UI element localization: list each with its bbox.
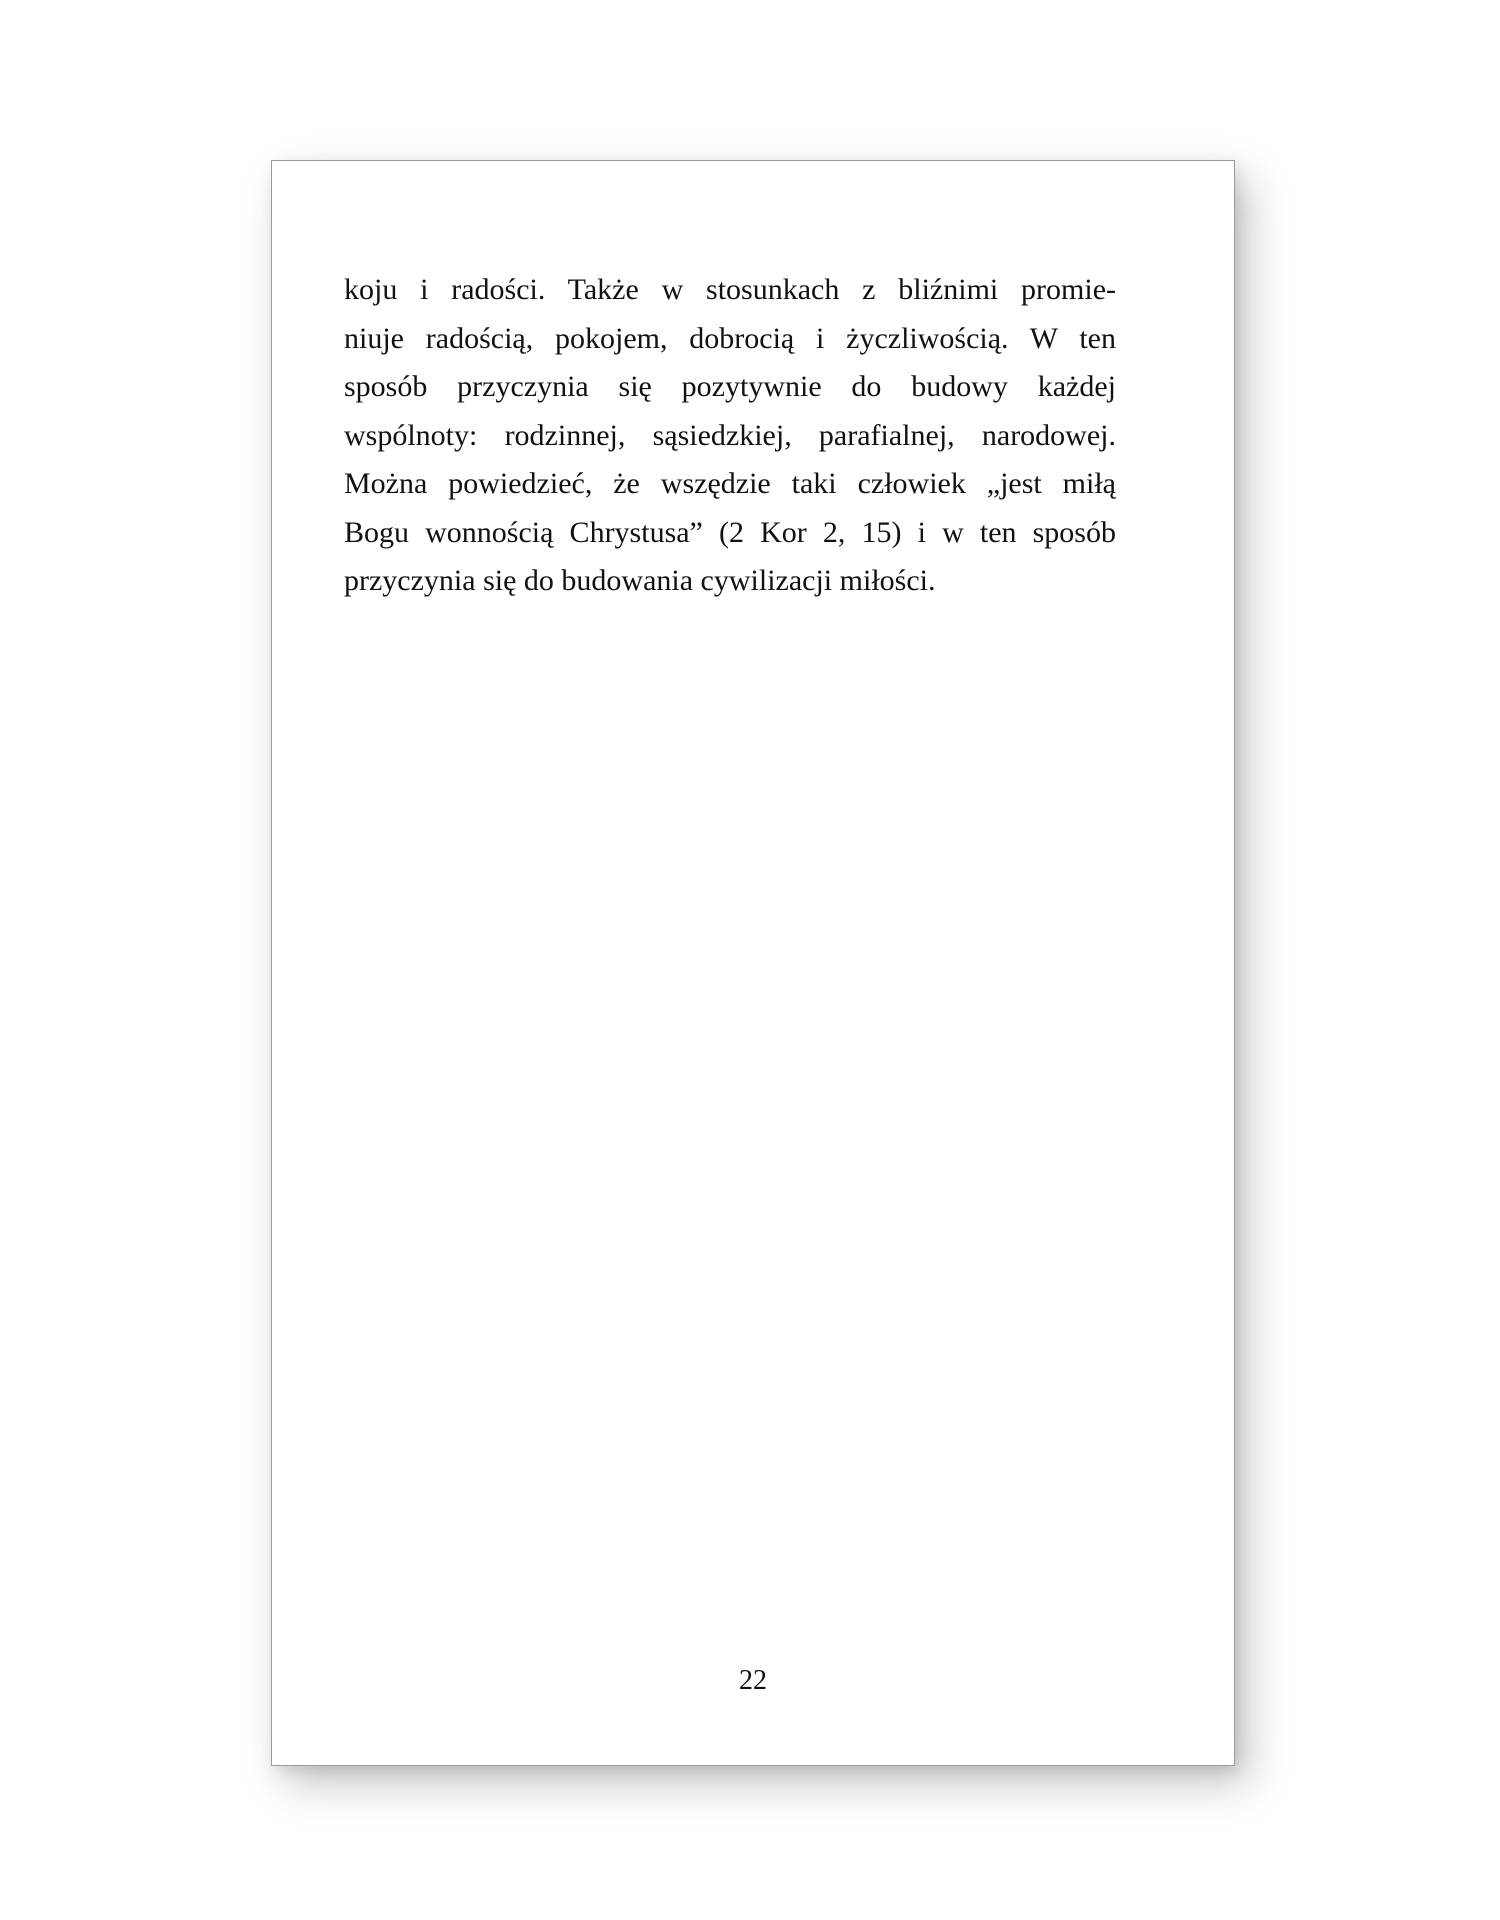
paragraph-line: Bogu wonnością Chrystusa” (2 Kor 2, 15) i w ten sposób [344,515,1116,549]
paragraph-line: sposób przyczynia się pozytywnie do budowy każdej [344,370,1116,403]
book-page [271,160,1235,1766]
paragraph-line: koju i radości. Także w stosunkach z bliźnimi promie- [344,273,1116,306]
paragraph-line: niuje radością, pokojem, dobrocią i życzliwością. W ten [344,321,1116,355]
body-paragraph [344,266,1116,606]
paragraph-line: przyczynia się do budowania cywilizacji miłości. [344,564,936,597]
page-number: 22 [739,1665,767,1696]
paragraph-line: wspólnoty: rodzinnej, sąsiedzkiej, parafialnej, narodowej. [344,418,1116,452]
paragraph-line: Można powiedzieć, że wszędzie taki człowiek „jest miłą [344,467,1116,500]
